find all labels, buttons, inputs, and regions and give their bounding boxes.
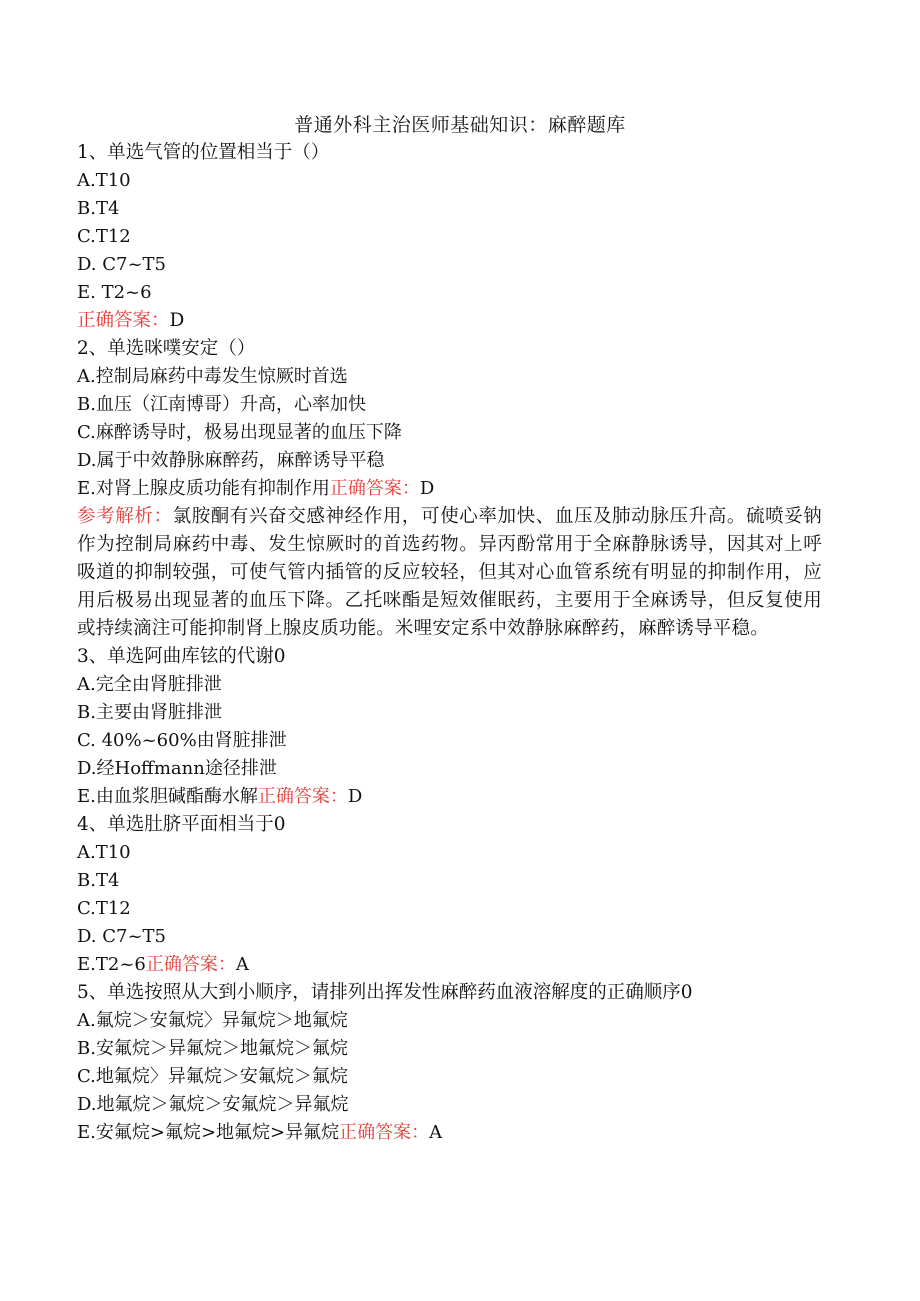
q4-answer-label: 正确答案： [145, 954, 236, 975]
q2-analysis-label: 参考解析： [77, 506, 173, 527]
q1-answer-label: 正确答案： [77, 310, 170, 331]
q1-answer [77, 307, 822, 335]
q5-option-e-with-answer [77, 1119, 822, 1147]
q2-option-a: A.控制局麻药中毒发生惊厥时首选 [77, 366, 348, 387]
q4-option-e: E.T2~6 [77, 954, 146, 975]
q3-answer-label: 正确答案： [257, 786, 348, 807]
q2-option-e: E.对肾上腺皮质功能有抑制作用 [77, 478, 330, 499]
q1-option-d: D. C7~T5 [77, 254, 166, 275]
q5-option-c: C.地氟烷〉异氟烷＞安氟烷＞氟烷 [77, 1066, 348, 1087]
q5-answer-label: 正确答案： [339, 1122, 430, 1143]
q2-option-b: B.血压（江南博哥）升高，心率加快 [77, 394, 366, 415]
q1-answer-value: D [169, 310, 185, 331]
q5-option-d: D.地氟烷＞氟烷＞安氟烷＞异氟烷 [77, 1094, 349, 1115]
question-1-stem: 1、单选气管的位置相当于（） [77, 142, 330, 163]
question-4-stem: 4、单选肚脐平面相当于0 [77, 814, 286, 835]
question-2-stem: 2、单选咪噗安定（） [77, 338, 256, 359]
q2-analysis-text: 氯胺酮有兴奋交感神经作用，可使心率加快、血压及肺动脉压升高。硫喷妥钠作为控制局麻药中毒、发生惊厥时的首选药物。异丙酚常用于全麻静脉诱导，因其对上呼吸道的抑制较强，可使气管内插管的反应较轻，但其对心血管系统有明显的抑制作用，应用后极易出现显著的血压下降。乙托咪酯是短效催眠药，主要用于全麻诱导，但反复使用或持续滴注可能抑制肾上腺皮质功能。米哩安定系中效静脉麻醉药，麻醉诱导平稳。 [77, 506, 822, 639]
q3-option-b: B.主要由肾脏排泄 [77, 702, 222, 723]
q3-option-a: A.完全由肾脏排泄 [77, 674, 222, 695]
q4-option-c: C.T12 [77, 898, 131, 919]
q5-option-a: A.氟烷＞安氟烷〉异氟烷＞地氟烷 [77, 1010, 348, 1031]
q2-answer-label: 正确答案： [329, 478, 420, 499]
q3-option-e-with-answer [77, 783, 822, 811]
q4-option-e-with-answer [77, 951, 822, 979]
question-list [77, 139, 822, 1147]
q1-option-e: E. T2~6 [77, 282, 152, 303]
question-3-stem: 3、单选阿曲库铉的代谢0 [77, 646, 286, 667]
q1-option-a: A.T10 [77, 170, 131, 191]
q1-option-b: B.T4 [77, 198, 120, 219]
q2-option-c: C.麻醉诱导时，极易出现显著的血压下降 [77, 422, 402, 443]
q5-option-b: B.安氟烷＞异氟烷＞地氟烷＞氟烷 [77, 1038, 348, 1059]
q4-option-b: B.T4 [77, 870, 120, 891]
q3-option-c: C. 40%~60%由肾脏排泄 [77, 730, 287, 751]
q3-answer-value: D [347, 786, 363, 807]
q5-answer-value: A [429, 1122, 443, 1143]
question-5-stem: 5、单选按照从大到小顺序，请排列出挥发性麻醉药血液溶解度的正确顺序0 [77, 982, 693, 1003]
q3-option-d: D.经Hoffmann途径排泄 [77, 758, 277, 779]
q2-analysis [77, 503, 822, 643]
q5-option-e: E.安氟烷>氟烷>地氟烷>异氟烷 [77, 1122, 340, 1143]
q4-answer-value: A [235, 954, 249, 975]
q2-option-e-with-answer [77, 475, 822, 503]
page-title: 普通外科主治医师基础知识：麻醉题库 [294, 114, 626, 136]
q3-option-e: E.由血浆胆碱酯酶水解 [77, 786, 258, 807]
q2-option-d: D.属于中效静脉麻醉药，麻醉诱导平稳 [77, 450, 385, 471]
q4-option-d: D. C7~T5 [77, 926, 166, 947]
q4-option-a: A.T10 [77, 842, 131, 863]
q2-answer-value: D [419, 478, 435, 499]
q1-option-c: C.T12 [77, 226, 131, 247]
